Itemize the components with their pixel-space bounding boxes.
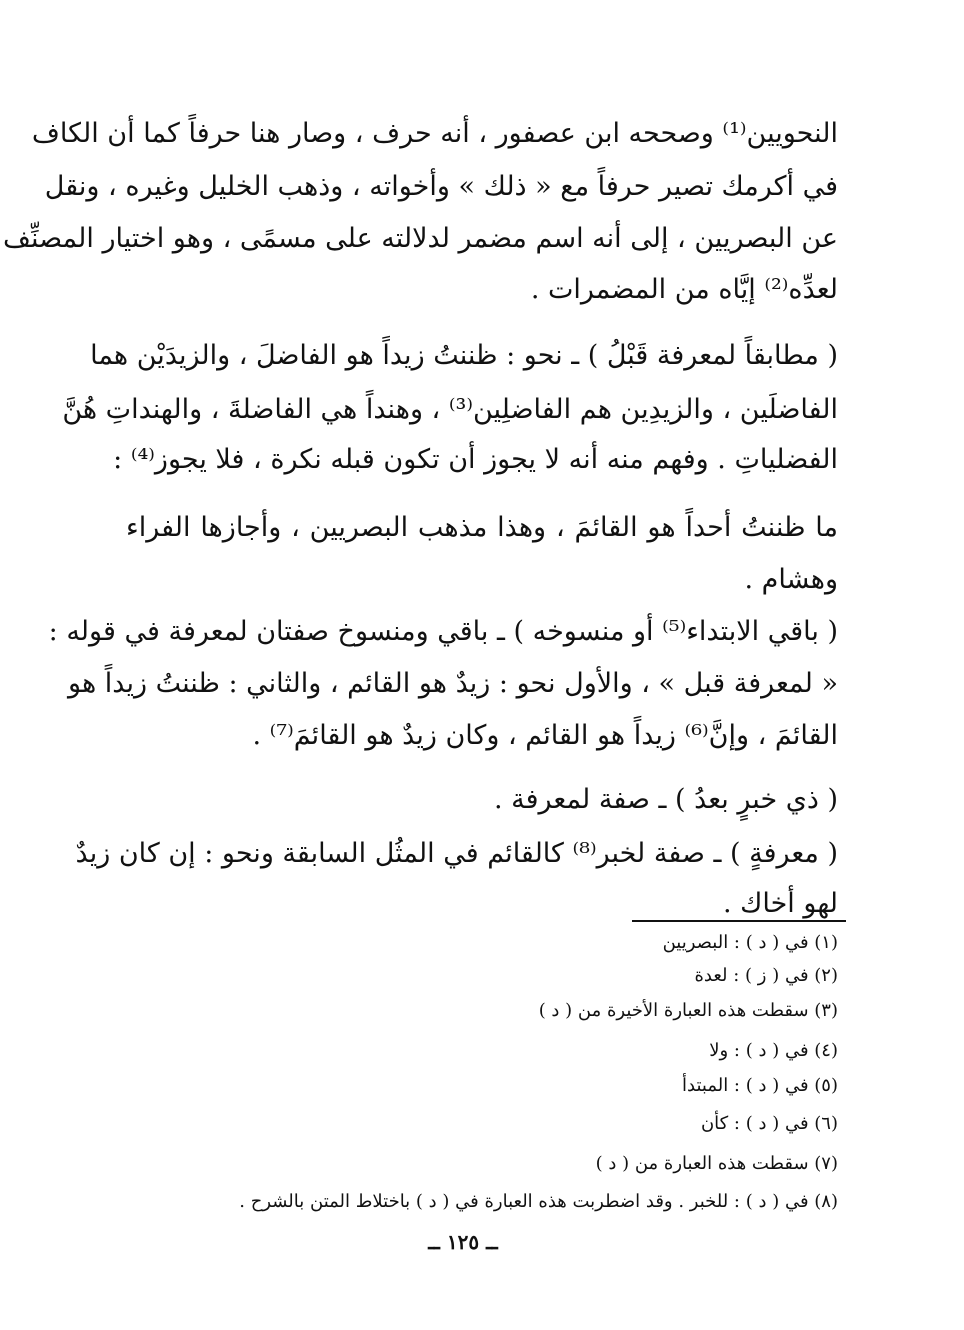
body-line-1: النحويين⁽¹⁾ وصححه ابن عصفور ، أنه حرف ، وصار هنا حرفاً كما أن الكاف <box>31 118 838 149</box>
body-line-10: ( باقي الابتداء⁽⁵⁾ أو منسوخه ) ـ باقي ومنسوخ صفتان لمعرفة في قوله : <box>48 616 838 647</box>
footnote-5: (٥) في ( د ) : المبتدأ <box>682 1075 838 1096</box>
footnote-2: (٢) في ( ز ) : لعدة <box>694 965 838 986</box>
footnote-8: (٨) في ( د ) : للخبر . وقد اضطربت هذه العبارة في ( د ) باختلاط المتن بالشرح . <box>239 1191 838 1212</box>
body-line-13: ( ذي خبرٍ بعدُ ) ـ صفة لمعرفة . <box>493 784 838 815</box>
body-line-7: الفضلياتِ . وفهم منه أنه لا يجوز أن تكون قبله نكرة ، فلا يجوز⁽⁴⁾ : <box>113 444 838 475</box>
body-line-3: عن البصريين ، إلى أنه اسم مضمر لدلالته على مسمًى ، وهو اختيار المصنِّف <box>3 223 838 254</box>
body-line-15: لهو أخاك . <box>722 888 838 919</box>
footnote-3: (٣) سقطت هذه العبارة الأخيرة من ( د ) <box>538 1000 838 1021</box>
page-number: ــ ١٢٥ ــ <box>428 1230 498 1254</box>
body-line-14: ( معرفةٍ ) ـ صفة لخبر⁽⁸⁾ كالقائم في المثُل السابقة ونحو : إن كان زيدٌ <box>75 838 838 869</box>
body-line-5: ( مطابقاً لمعرفة قَبْلُ ) ـ نحو : ظننتُ زيداً هو الفاضلَ ، والزيدَيْن هما <box>90 340 838 371</box>
footnote-separator <box>632 920 846 922</box>
body-line-4: لعدِّه⁽²⁾ إيَّاه من المضمرات . <box>530 274 838 305</box>
body-line-6: الفاضلَين ، والزيدِين هم الفاضلِين⁽³⁾ ، وهنداً هي الفاضلةَ ، والهنداتِ هُنَّ <box>62 394 838 425</box>
footnote-1: (١) في ( د ) : البصريين <box>662 932 838 953</box>
body-line-8: ما ظننتُ أحداً هو القائمَ ، وهذا مذهب البصريين ، وأجازها الفراء <box>126 512 838 543</box>
body-line-12: القائمَ ، وإنَّ⁽⁶⁾ زيداً هو القائم ، وكان زيدٌ هو القائمَ⁽⁷⁾ . <box>252 720 838 751</box>
body-line-11: « لمعرفة قبل » ، والأول نحو : زيدٌ هو القائم ، والثاني : ظننتُ زيداً هو <box>68 668 838 699</box>
body-line-2: في أكرمك تصير حرفاً مع « ذلك » وأخواته ، وذهب الخليل وغيره ، ونقل <box>44 171 838 202</box>
footnote-7: (٧) سقطت هذه العبارة من ( د ) <box>595 1153 838 1174</box>
footnote-6: (٦) في ( د ) : كأن <box>700 1113 838 1134</box>
body-line-9: وهشام . <box>744 564 838 595</box>
footnote-4: (٤) في ( د ) : ولا <box>709 1040 838 1061</box>
